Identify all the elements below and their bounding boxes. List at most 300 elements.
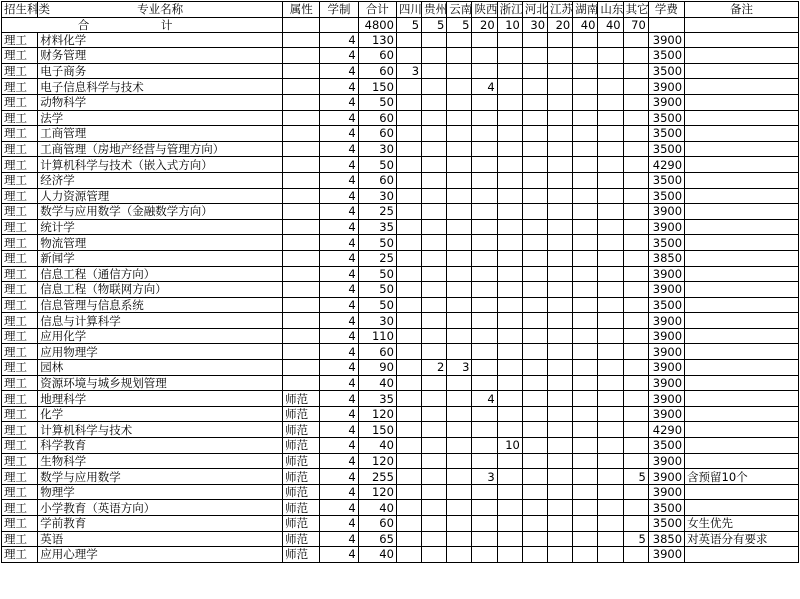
province-quota-cell [548,157,573,173]
table-row [2,313,799,329]
province-quota-cell [522,250,547,266]
province-quota-cell [447,516,472,532]
province-quota-cell [573,48,598,64]
province-quota-cell [623,360,648,376]
major-name-cell: 数学与应用数学（金融数学方向） [38,204,283,220]
total-cell: 30 [358,313,396,329]
notes-cell [685,313,799,329]
province-quota-cell [396,266,421,282]
table-body [2,17,799,562]
province-quota-cell [422,63,447,79]
province-quota-cell [522,516,547,532]
province-quota-cell [447,469,472,485]
province-quota-cell [422,110,447,126]
province-quota-cell [396,110,421,126]
category-cell: 理工 [2,250,38,266]
category-cell: 理工 [2,126,38,142]
province-quota-cell [422,391,447,407]
total-province: 5 [422,17,447,32]
table-row [2,547,799,563]
table-row [2,531,799,547]
years-cell: 4 [320,375,358,391]
province-quota-cell [497,188,522,204]
province-quota-cell [623,438,648,454]
category-cell: 理工 [2,188,38,204]
province-quota-cell [396,32,421,48]
notes-cell [685,172,799,188]
province-quota-cell [573,500,598,516]
province-quota-cell [497,48,522,64]
years-cell: 4 [320,250,358,266]
province-quota-cell [548,375,573,391]
total-cell: 50 [358,94,396,110]
years-cell: 4 [320,110,358,126]
province-quota-cell [623,313,648,329]
province-quota-cell [598,344,623,360]
province-quota-cell [422,282,447,298]
province-quota-cell [396,547,421,563]
total-cell: 60 [358,172,396,188]
province-quota-cell [422,547,447,563]
province-quota-cell [447,547,472,563]
header-fee: 学费 [648,2,684,18]
province-quota-cell [522,157,547,173]
province-quota-cell [396,344,421,360]
major-name-cell: 电子信息科学与技术 [38,79,283,95]
province-quota-cell [573,172,598,188]
province-quota-cell [598,500,623,516]
table-header [2,2,799,18]
province-quota-cell [422,126,447,142]
province-quota-cell [548,297,573,313]
province-quota-cell [522,235,547,251]
header-province: 四川 [396,2,421,18]
province-quota-cell [548,422,573,438]
province-quota-cell [598,469,623,485]
province-quota-cell [522,126,547,142]
total-cell: 30 [358,141,396,157]
years-cell: 4 [320,500,358,516]
header-category: 招生科类 [2,2,38,18]
province-quota-cell [472,157,497,173]
table-row [2,32,799,48]
category-cell: 理工 [2,219,38,235]
province-quota-cell [522,469,547,485]
major-name-cell: 地理科学 [38,391,283,407]
province-quota-cell [548,126,573,142]
province-quota-cell [447,266,472,282]
province-quota-cell [497,484,522,500]
years-cell: 4 [320,438,358,454]
province-quota-cell [422,219,447,235]
attribute-cell: 师范 [283,547,320,563]
table-row [2,328,799,344]
province-quota-cell [497,250,522,266]
attribute-cell [283,188,320,204]
province-quota-cell [447,282,472,298]
notes-cell [685,391,799,407]
major-name-cell: 科学教育 [38,438,283,454]
category-cell: 理工 [2,313,38,329]
province-quota-cell [598,110,623,126]
table-row [2,110,799,126]
total-cell: 130 [358,32,396,48]
header-province: 云南 [447,2,472,18]
total-cell: 50 [358,235,396,251]
attribute-cell [283,313,320,329]
province-quota-cell [573,438,598,454]
total-cell: 40 [358,375,396,391]
years-cell: 4 [320,48,358,64]
major-name-cell: 新闻学 [38,250,283,266]
years-cell: 4 [320,391,358,407]
major-name-cell: 信息与计算科学 [38,313,283,329]
attribute-cell [283,79,320,95]
attribute-cell [283,375,320,391]
province-quota-cell [623,126,648,142]
province-quota-cell [396,313,421,329]
years-cell: 4 [320,531,358,547]
total-province: 70 [623,17,648,32]
total-cell: 255 [358,469,396,485]
province-quota-cell [447,422,472,438]
total-province: 10 [497,17,522,32]
province-quota-cell [447,391,472,407]
category-cell: 理工 [2,94,38,110]
province-quota-cell [573,469,598,485]
major-name-cell: 信息工程（通信方向） [38,266,283,282]
province-quota-cell [573,328,598,344]
province-quota-cell [623,235,648,251]
province-quota-cell [522,391,547,407]
years-cell: 4 [320,204,358,220]
total-row [2,17,799,32]
category-cell: 理工 [2,204,38,220]
province-quota-cell [497,297,522,313]
fee-cell: 3900 [648,266,684,282]
category-cell: 理工 [2,500,38,516]
attribute-cell: 师范 [283,422,320,438]
province-quota-cell [623,422,648,438]
province-quota-cell [598,391,623,407]
attribute-cell: 师范 [283,469,320,485]
notes-cell: 含预留10个 [685,469,799,485]
notes-cell [685,141,799,157]
attribute-cell: 师范 [283,391,320,407]
province-quota-cell [447,406,472,422]
total-fee-cell [648,17,684,32]
attribute-cell [283,48,320,64]
category-cell: 理工 [2,141,38,157]
province-quota-cell [623,500,648,516]
total-cell: 150 [358,422,396,438]
province-quota-cell [623,219,648,235]
province-quota-cell [422,344,447,360]
province-quota-cell [472,531,497,547]
fee-cell: 3900 [648,219,684,235]
table-row [2,235,799,251]
fee-cell: 3900 [648,79,684,95]
province-quota-cell [447,344,472,360]
province-quota-cell [598,94,623,110]
province-quota-cell [598,328,623,344]
major-name-cell: 应用心理学 [38,547,283,563]
province-quota-cell [422,32,447,48]
notes-cell [685,266,799,282]
province-quota-cell [422,79,447,95]
province-quota-cell: 3 [447,360,472,376]
province-quota-cell [548,531,573,547]
category-cell: 理工 [2,157,38,173]
fee-cell: 3900 [648,547,684,563]
header-notes: 备注 [685,2,799,18]
province-quota-cell [522,219,547,235]
province-quota-cell [598,141,623,157]
fee-cell: 4290 [648,422,684,438]
category-cell: 理工 [2,48,38,64]
table-row [2,79,799,95]
province-quota-cell: 5 [623,531,648,547]
notes-cell [685,297,799,313]
total-province: 5 [396,17,421,32]
attribute-cell [283,172,320,188]
province-quota-cell [447,313,472,329]
major-name-cell: 计算机科学与技术（嵌入式方向） [38,157,283,173]
attribute-cell [283,94,320,110]
province-quota-cell [598,219,623,235]
province-quota-cell [422,94,447,110]
category-cell: 理工 [2,453,38,469]
major-name-cell: 财务管理 [38,48,283,64]
fee-cell: 3500 [648,438,684,454]
province-quota-cell [548,516,573,532]
category-cell: 理工 [2,79,38,95]
attribute-cell [283,219,320,235]
province-quota-cell [447,157,472,173]
province-quota-cell [548,110,573,126]
total-cell: 60 [358,516,396,532]
table-row [2,422,799,438]
province-quota-cell [623,328,648,344]
header-province: 湖南 [573,2,598,18]
province-quota-cell [623,204,648,220]
province-quota-cell [497,79,522,95]
province-quota-cell [396,531,421,547]
category-cell: 理工 [2,344,38,360]
header-major: 专业名称 [38,2,283,18]
total-cell: 60 [358,110,396,126]
category-cell: 理工 [2,531,38,547]
province-quota-cell [472,453,497,469]
province-quota-cell [396,157,421,173]
total-cell: 120 [358,453,396,469]
province-quota-cell [497,469,522,485]
years-cell: 4 [320,406,358,422]
province-quota-cell [396,297,421,313]
major-name-cell: 园林 [38,360,283,376]
province-quota-cell [598,235,623,251]
province-quota-cell [396,172,421,188]
major-name-cell: 英语 [38,531,283,547]
province-quota-cell [497,157,522,173]
province-quota-cell [573,219,598,235]
province-quota-cell [598,266,623,282]
province-quota-cell [472,219,497,235]
province-quota-cell [422,48,447,64]
total-cell: 120 [358,484,396,500]
province-quota-cell [522,406,547,422]
years-cell: 4 [320,172,358,188]
province-quota-cell [396,250,421,266]
province-quota-cell [497,266,522,282]
major-name-cell: 学前教育 [38,516,283,532]
province-quota-cell [598,32,623,48]
province-quota-cell [472,126,497,142]
province-quota-cell [447,438,472,454]
province-quota-cell [447,531,472,547]
table-row [2,360,799,376]
major-name-cell: 工商管理（房地产经营与管理方向） [38,141,283,157]
fee-cell: 3500 [648,172,684,188]
notes-cell [685,188,799,204]
header-province: 贵州 [422,2,447,18]
table-row [2,282,799,298]
province-quota-cell [623,79,648,95]
fee-cell: 3900 [648,406,684,422]
province-quota-cell [472,172,497,188]
province-quota-cell [497,313,522,329]
province-quota-cell [497,328,522,344]
province-quota-cell [422,406,447,422]
table-row [2,126,799,142]
province-quota-cell [447,219,472,235]
attribute-cell [283,32,320,48]
province-quota-cell: 3 [472,469,497,485]
total-cell: 50 [358,266,396,282]
province-quota-cell [497,126,522,142]
header-row [2,2,799,18]
province-quota-cell [573,484,598,500]
province-quota-cell [472,344,497,360]
total-cell: 40 [358,547,396,563]
province-quota-cell [573,313,598,329]
province-quota-cell [573,188,598,204]
table-row [2,500,799,516]
province-quota-cell [598,484,623,500]
attribute-cell: 师范 [283,484,320,500]
header-total: 合计 [358,2,396,18]
province-quota-cell [497,391,522,407]
major-name-cell: 电子商务 [38,63,283,79]
province-quota-cell [447,188,472,204]
major-name-cell: 小学教育（英语方向） [38,500,283,516]
province-quota-cell [447,500,472,516]
total-cell: 110 [358,328,396,344]
province-quota-cell [522,328,547,344]
province-quota-cell [497,344,522,360]
table-row [2,188,799,204]
province-quota-cell [447,63,472,79]
province-quota-cell [548,266,573,282]
province-quota-cell [623,141,648,157]
province-quota-cell [573,531,598,547]
province-quota-cell [573,360,598,376]
notes-cell [685,406,799,422]
province-quota-cell [497,110,522,126]
total-province: 20 [472,17,497,32]
province-quota-cell [623,250,648,266]
province-quota-cell [497,531,522,547]
total-cell: 30 [358,188,396,204]
province-quota-cell [422,172,447,188]
province-quota-cell [472,297,497,313]
category-cell: 理工 [2,360,38,376]
fee-cell: 3900 [648,32,684,48]
province-quota-cell [623,32,648,48]
province-quota-cell [497,32,522,48]
province-quota-cell [598,79,623,95]
major-name-cell: 应用物理学 [38,344,283,360]
province-quota-cell [497,63,522,79]
total-cell: 120 [358,406,396,422]
enrollment-plan-table [1,1,799,563]
notes-cell [685,344,799,360]
province-quota-cell [472,375,497,391]
province-quota-cell [522,204,547,220]
years-cell: 4 [320,360,358,376]
province-quota-cell [497,516,522,532]
province-quota-cell [623,110,648,126]
fee-cell: 3500 [648,235,684,251]
notes-cell [685,360,799,376]
attribute-cell [283,141,320,157]
province-quota-cell [472,313,497,329]
fee-cell: 3900 [648,204,684,220]
province-quota-cell [573,63,598,79]
category-cell: 理工 [2,32,38,48]
category-cell: 理工 [2,422,38,438]
province-quota-cell [497,375,522,391]
major-name-cell: 法学 [38,110,283,126]
province-quota-cell [623,172,648,188]
province-quota-cell [396,516,421,532]
province-quota-cell [623,63,648,79]
province-quota-cell [497,172,522,188]
attribute-cell [283,297,320,313]
total-cell: 90 [358,360,396,376]
total-cell: 50 [358,282,396,298]
province-quota-cell [548,360,573,376]
province-quota-cell [522,297,547,313]
fee-cell: 3900 [648,282,684,298]
major-name-cell: 计算机科学与技术 [38,422,283,438]
province-quota-cell [573,126,598,142]
province-quota-cell [623,282,648,298]
province-quota-cell [422,313,447,329]
attribute-cell [283,110,320,126]
province-quota-cell [422,484,447,500]
province-quota-cell [396,406,421,422]
province-quota-cell [422,375,447,391]
fee-cell: 3500 [648,110,684,126]
table-row [2,516,799,532]
province-quota-cell [598,282,623,298]
notes-cell [685,235,799,251]
category-cell: 理工 [2,469,38,485]
province-quota-cell: 4 [472,79,497,95]
header-province: 河北 [522,2,547,18]
province-quota-cell [447,453,472,469]
